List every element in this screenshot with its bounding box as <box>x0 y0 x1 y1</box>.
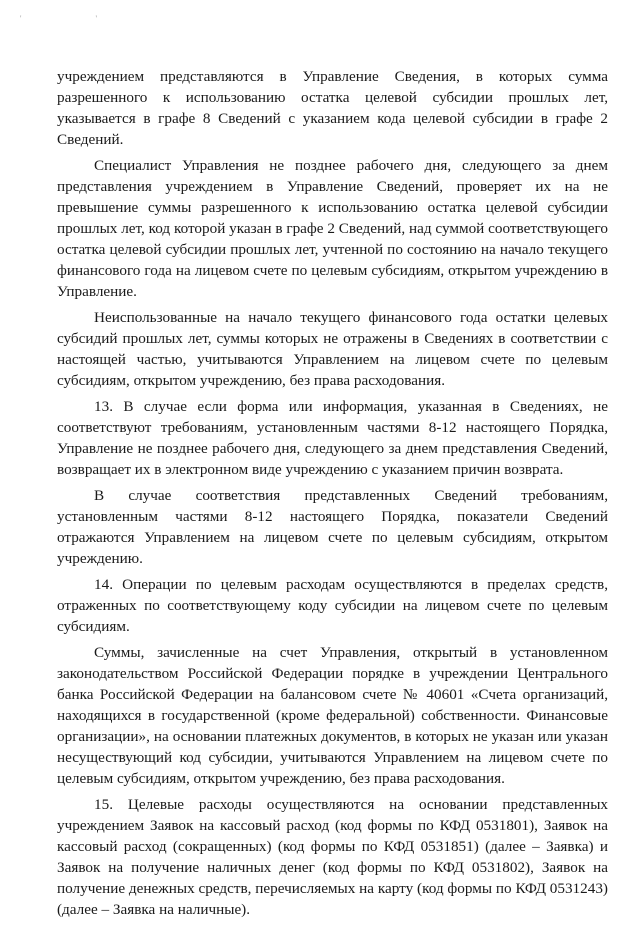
paragraph-section-14-sums: Суммы, зачисленные на счет Управления, открытый в установленном законодательством Российской Федерации порядке в учреждении Центрального банка Российской Федерации на балансовом счете № 40601 «Счета организаций, находящихся в государственной (кроме федеральной) собственности. Финансовые организации», на основании платежных документов, в которых не указан или указан несуществующий код субсидии, учитываются Управлением на лицевом счете по целевым субсидиям, открытом учреждению, без права расходования. <box>57 644 608 787</box>
paragraph-section-13: 13. В случае если форма или информация, указанная в Сведениях, не соответствуют требованиям, установленным частями 8-12 настоящего Порядка, Управление не позднее рабочего дня, следующего за днем представления Сведений, возвращает их в электронном виде учреждению с указанием причин возврата. <box>57 398 608 478</box>
paragraph-continuation: учреждением представляются в Управление Сведения, в которых сумма разрешенного к использованию остатка целевой субсидии прошлых лет, указывается в графе 8 Сведений с указанием кода целевой субсидии в графе 2 Сведений. <box>57 68 608 148</box>
scan-corner-marks: ' ' <box>20 14 133 23</box>
paragraph-section-14: 14. Операции по целевым расходам осуществляются в пределах средств, отраженных по соответствующему коду субсидии на лицевом счете по целевым субсидиям. <box>57 576 608 635</box>
paragraph-unused-balances: Неиспользованные на начало текущего финансового года остатки целевых субсидий прошлых лет, суммы которых не отражены в Сведениях в соответствии с настоящей частью, учитываются Управлением на лицевом счете по целевым субсидиям, открытом учреждению, без права расходования. <box>57 309 608 389</box>
paragraph-section-13-compliance: В случае соответствия представленных Сведений требованиям, установленным частями 8-12 настоящего Порядка, показатели Сведений отражаются Управлением на лицевом счете по целевым субсидиям, открытом учреждению. <box>57 487 608 567</box>
document-body <box>57 66 608 925</box>
paragraph-specialist-check: Специалист Управления не позднее рабочего дня, следующего за днем представления учреждением в Управление Сведений, проверяет их на не превышение суммы разрешенного к использованию остатка целевой субсидии прошлых лет, код которой указан в графе 2 Сведений, над суммой соответствующего остатка целевой субсидии прошлых лет, учтенной по состоянию на начало текущего финансового года на лицевом счете по целевым субсидиям, открытом учреждению в Управление. <box>57 157 608 300</box>
paragraph-section-15: 15. Целевые расходы осуществляются на основании представленных учреждением Заявок на кассовый расход (код формы по КФД 0531801), Заявок на кассовый расход (сокращенных) (код формы по КФД 0531851) (далее – Заявка) и Заявок на получение наличных денег (код формы по КФД 0531802), Заявок на получение денежных средств, перечисляемых на карту (код формы по КФД 0531243) (далее – Заявка на наличные). <box>57 796 608 918</box>
